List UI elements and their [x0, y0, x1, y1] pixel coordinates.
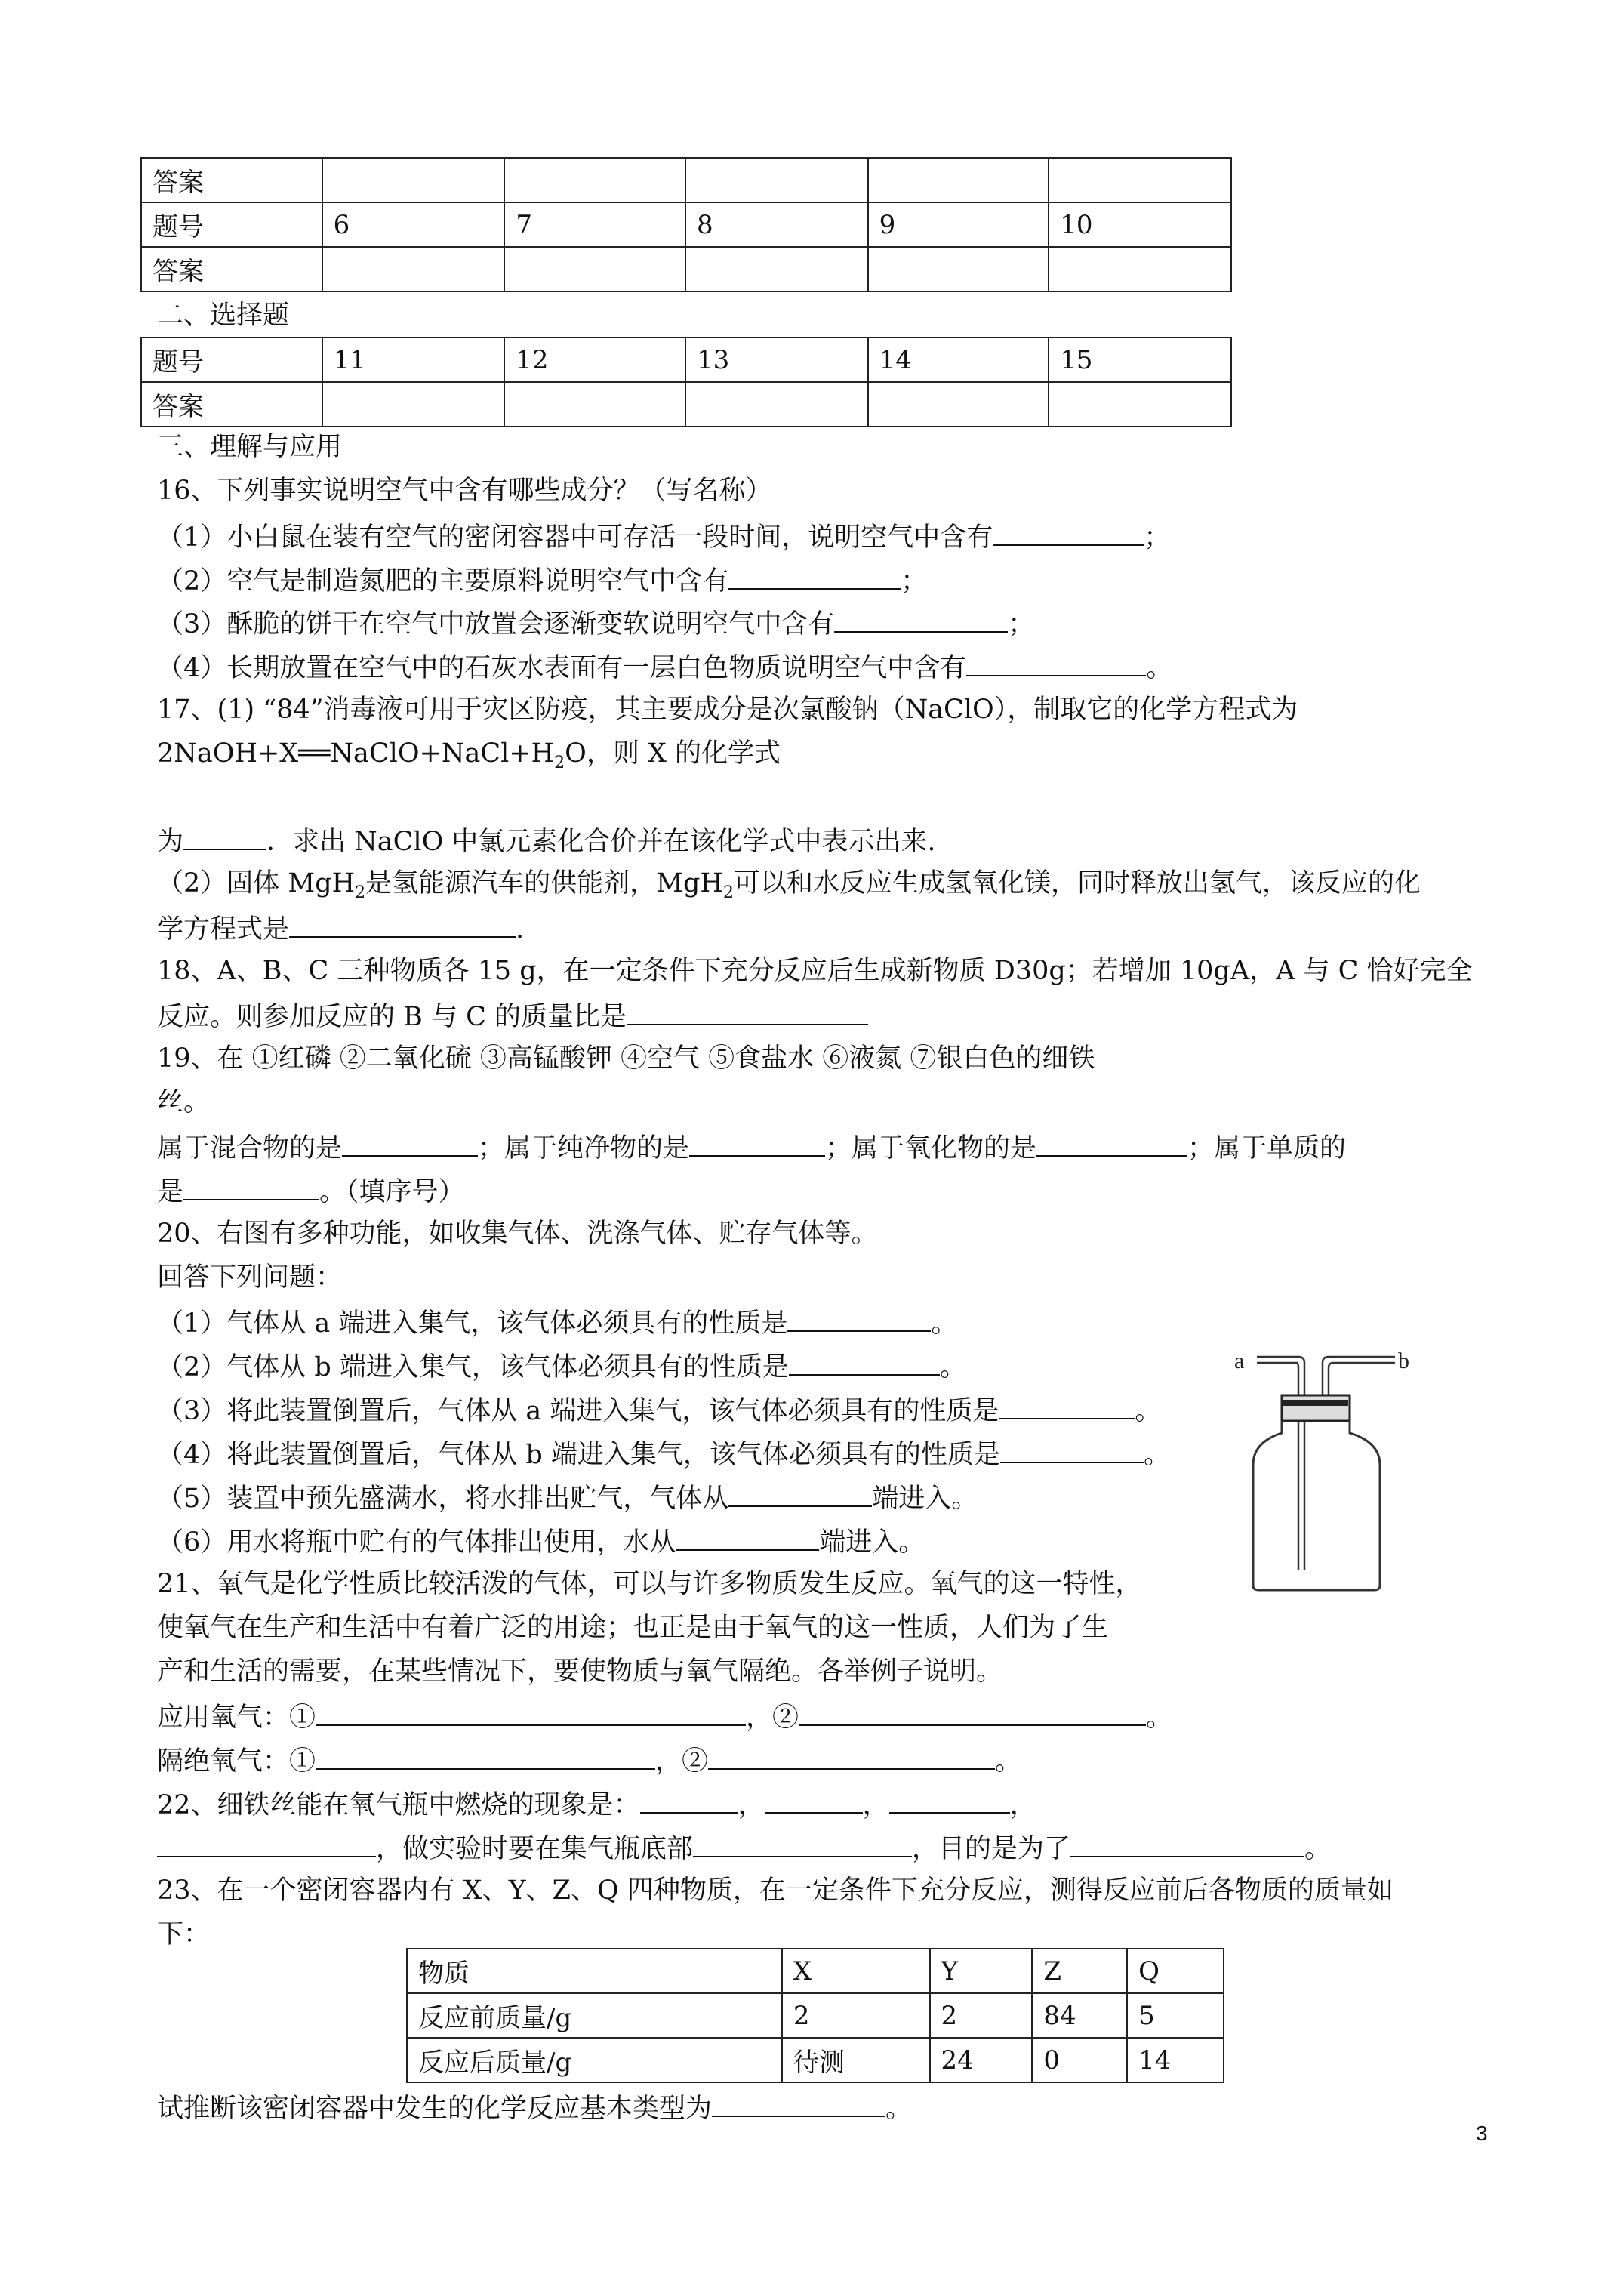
q20-sub-6: （6）用水将瓶中贮有的气体排出使用，水从 端进入。 [157, 1524, 925, 1559]
table-cell: 7 [504, 202, 685, 247]
q19-line-4: 是 。（填序号） [157, 1173, 465, 1209]
q16-sub-3: （3）酥脆的饼干在空气中放置会逐渐变软说明空气中含有 ； [157, 606, 1034, 641]
gas-bottle-figure [1223, 1336, 1480, 1593]
table-cell: 答案 [141, 247, 322, 291]
table-cell: 11 [322, 337, 505, 382]
table-cell [322, 382, 505, 427]
table-cell [504, 158, 685, 202]
table-cell [322, 247, 505, 291]
table-cell: 0 [1032, 2038, 1127, 2082]
table-cell: 8 [685, 202, 868, 247]
table-cell: 题号 [141, 202, 322, 247]
table-row [407, 1993, 1224, 2038]
table-cell: 2 [930, 1993, 1033, 2038]
section-2-title: 二、选择题 [157, 300, 290, 331]
section-3-title: 三、理解与应用 [157, 432, 343, 462]
table-row [407, 1949, 1224, 1993]
table-cell: 12 [504, 337, 685, 382]
table-cell: 9 [868, 202, 1049, 247]
table-cell [868, 158, 1049, 202]
q18-line-1: 18、A、B、C 三种物质各 15 g，在一定条件下充分反应后生成新物质 D30g；若增加 10gA，A 与 C 恰好完全 [157, 956, 1473, 986]
q20-sub-4: （4）将此装置倒置后，气体从 b 端进入集气，该气体必须具有的性质是 。 [157, 1436, 1170, 1472]
q21-line-1: 21、氧气是化学性质比较活泼的气体，可以与许多物质发生反应。氧气的这一特性， [157, 1569, 1142, 1599]
table-cell [1049, 247, 1231, 291]
q20-line-1: 20、右图有多种功能，如收集气体、洗涤气体、贮存气体等。 [157, 1219, 878, 1249]
q23-line-1: 23、在一个密闭容器内有 X、Y、Z、Q 四种物质，在一定条件下充分反应，测得反应前后各物质的质量如 [157, 1875, 1394, 1906]
table-cell [504, 382, 685, 427]
table-cell: Y [930, 1949, 1033, 1993]
q20-sub-1: （1）气体从 a 端进入集气，该气体必须具有的性质是 。 [157, 1305, 957, 1340]
table-cell [1049, 382, 1231, 427]
q17-line-4: （2）固体 MgH$_2$是氢能源汽车的供能剂，MgH$_2$可以和水反应生成氢氧化镁，同时释放出氢气，该反应的化 [157, 868, 1421, 902]
table-cell: 24 [930, 2038, 1033, 2082]
label-a: a [1234, 1348, 1245, 1373]
q18-line-2: 反应。则参加反应的 B 与 C 的质量比是 [157, 998, 868, 1034]
table-cell: 待测 [782, 2038, 930, 2082]
table-cell: 84 [1032, 1993, 1127, 2038]
table-cell [685, 382, 868, 427]
q16-sub-2: （2）空气是制造氮肥的主要原料说明空气中含有 ； [157, 562, 927, 598]
table-row [141, 337, 1231, 382]
answer-table-1 [140, 157, 1232, 292]
page-number: 3 [1476, 2122, 1488, 2145]
q17-line-2: $2NaOH+X══NaClO+NaCl+H_2O$，则 X 的化学式 [157, 738, 781, 772]
q16-stem: 16、下列事实说明空气中含有哪些成分？（写名称） [157, 476, 772, 506]
q17-line-3: 为 ．求出 NaClO 中氯元素化合价并在该化学式中表示出来. [157, 823, 936, 858]
q22-line-2: ，做实验时要在集气瓶底部 ，目的是为了 。 [157, 1830, 1331, 1866]
table-cell: 6 [322, 202, 505, 247]
table-row [141, 202, 1231, 247]
q23-line-3: 试推断该密闭容器中发生的化学反应基本类型为 。 [157, 2090, 912, 2125]
table-cell [685, 247, 868, 291]
table-cell: 反应前质量/g [407, 1993, 782, 2038]
table-row [141, 382, 1231, 427]
table-row [407, 2038, 1224, 2082]
table-cell: Q [1127, 1949, 1224, 1993]
table-cell: X [782, 1949, 930, 1993]
bottle-body [1253, 1421, 1380, 1590]
tube-a [1257, 1357, 1304, 1570]
label-b: b [1398, 1348, 1409, 1373]
table-cell: Z [1032, 1949, 1127, 1993]
q21-line-5: 隔绝氧气：① ，② 。 [157, 1743, 1021, 1778]
stopper [1282, 1395, 1350, 1421]
table-cell [685, 158, 868, 202]
table-cell: 5 [1127, 1993, 1224, 2038]
q17-line-5: 学方程式是 . [157, 911, 524, 946]
q19-line-2: 丝。 [157, 1087, 211, 1117]
q17-line-1: 17、(1) “84”消毒液可用于灾区防疫，其主要成分是次氯酸钠（NaClO），制取它的化学方程式为 [157, 695, 1298, 725]
table-cell: 物质 [407, 1949, 782, 1993]
stopper-band [1283, 1400, 1348, 1406]
q20-sub-3: （3）将此装置倒置后，气体从 a 端进入集气，该气体必须具有的性质是 。 [157, 1392, 1161, 1428]
table-cell: 14 [1127, 2038, 1224, 2082]
q20-sub-5: （5）装置中预先盛满水，将水排出贮气，气体从 端进入。 [157, 1480, 978, 1515]
table-cell [868, 382, 1049, 427]
table-row [141, 247, 1231, 291]
answer-table-2 [140, 337, 1232, 427]
q16-sub-4: （4）长期放置在空气中的石灰水表面有一层白色物质说明空气中含有 。 [157, 649, 1172, 685]
q23-line-2: 下： [157, 1919, 211, 1949]
table-cell: 14 [868, 337, 1049, 382]
q19-line-3: 属于混合物的是 ；属于纯净物的是 ；属于氧化物的是 ；属于单质的 [157, 1130, 1346, 1165]
table-cell [504, 247, 685, 291]
table-cell: 2 [782, 1993, 930, 2038]
table-cell: 题号 [141, 337, 322, 382]
q21-line-4: 应用氧气：① ，② 。 [157, 1699, 1172, 1734]
table-cell: 反应后质量/g [407, 2038, 782, 2082]
q20-line-2: 回答下列问题： [157, 1262, 343, 1293]
table-row [141, 158, 1231, 202]
q21-line-2: 使氧气在生产和生活中有着广泛的用途；也正是由于氧气的这一性质，人们为了生 [157, 1613, 1109, 1643]
table-cell [868, 247, 1049, 291]
table-cell: 答案 [141, 158, 322, 202]
q19-line-1: 19、在 ①红磷 ②二氧化硫 ③高锰酸钾 ④空气 ⑤食盐水 ⑥液氮 ⑦银白色的细铁 [157, 1043, 1095, 1074]
q22-line-1: 22、细铁丝能在氧气瓶中燃烧的现象是： ， ， ， [157, 1786, 1036, 1822]
mass-table [406, 1948, 1224, 2083]
table-cell [1049, 158, 1231, 202]
table-cell: 15 [1049, 337, 1231, 382]
table-cell: 13 [685, 337, 868, 382]
q21-line-3: 产和生活的需要，在某些情况下，要使物质与氧气隔绝。各举例子说明。 [157, 1657, 1003, 1687]
q20-sub-2: （2）气体从 b 端进入集气，该气体必须具有的性质是 。 [157, 1348, 966, 1384]
table-cell: 答案 [141, 382, 322, 427]
table-cell: 10 [1049, 202, 1231, 247]
q16-sub-1: （1）小白鼠在装有空气的密闭容器中可存活一段时间，说明空气中含有 ； [157, 519, 1170, 554]
table-cell [322, 158, 505, 202]
